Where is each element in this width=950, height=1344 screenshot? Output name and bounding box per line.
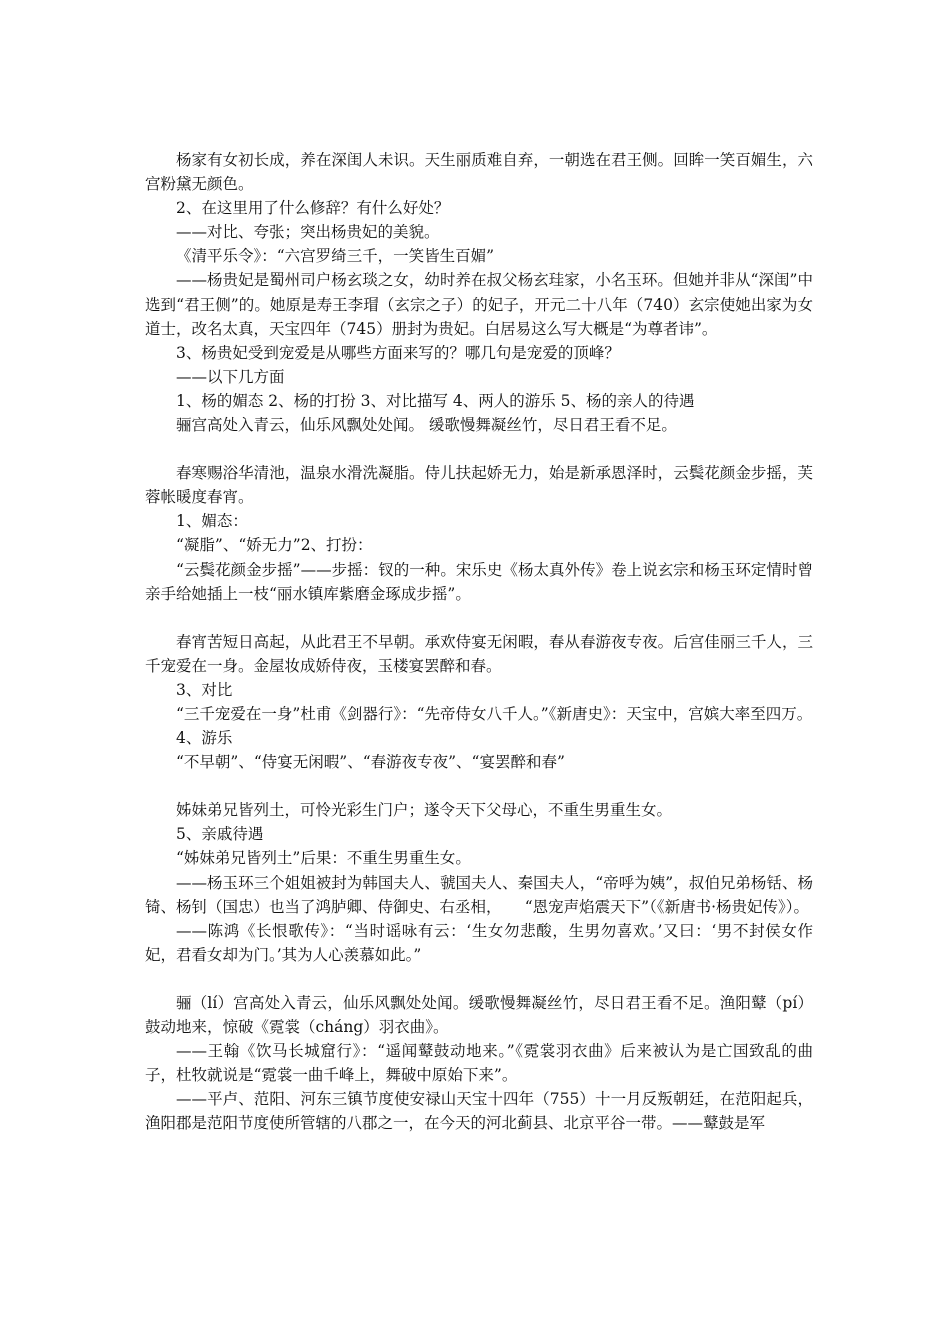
paragraph: “云鬓花颜金步摇”——步摇：钗的一种。宋乐史《杨太真外传》卷上说玄宗和杨玉环定情时曾亲手给她插上一枝“丽水镇库紫磨金琢成步摇”。 — [145, 560, 813, 603]
blank-line — [145, 437, 813, 461]
document-body — [145, 148, 813, 1135]
paragraph: “姊妹弟兄皆列土”后果：不重生男重生女。 — [176, 849, 471, 868]
paragraph: ——对比、夸张；突出杨贵妃的美貌。 — [176, 223, 440, 242]
paragraph: 骊（lí）宫高处入青云，仙乐风飘处处闻。缓歌慢舞凝丝竹，尽日君王看不足。渔阳鼙（pí）鼓动地来，惊破《霓裳（cháng）羽衣曲》。 — [145, 993, 813, 1036]
paragraph: “三千宠爱在一身”杜甫《剑器行》：“先帝侍女八千人。”《新唐史》：天宝中，宫嫔大率至四万。 — [176, 704, 813, 723]
paragraph: 春宵苦短日高起，从此君王不早朝。承欢侍宴无闲暇，春从春游夜专夜。后宫佳丽三千人，三千宠爱在一身。金屋妆成娇侍夜，玉楼宴罢醉和春。 — [145, 632, 813, 675]
paragraph: 1、杨的媚态 2、杨的打扮 3、对比描写 4、两人的游乐 5、杨的亲人的待遇 — [176, 391, 695, 410]
paragraph: 3、杨贵妃受到宠爱是从哪些方面来写的？哪几句是宠爱的顶峰？ — [176, 343, 620, 362]
blank-line — [145, 967, 813, 991]
paragraph: 姊妹弟兄皆列土，可怜光彩生门户；遂令天下父母心，不重生男重生女。 — [176, 801, 673, 820]
paragraph: ——平卢、范阳、河东三镇节度使安禄山天宝十四年（755）十一月反叛朝廷，在范阳起兵，渔阳郡是范阳节度使所管辖的八郡之一，在今天的河北蓟县、北京平谷一带。——鼙鼓是军 — [145, 1090, 813, 1133]
paragraph: 3、对比 — [176, 680, 233, 699]
paragraph: 4、游乐 — [176, 729, 233, 748]
paragraph: 杨家有女初长成，养在深闺人未识。天生丽质难自弃，一朝选在君王侧。回眸一笑百媚生，六宫粉黛无颜色。 — [145, 151, 813, 194]
paragraph: “凝脂”、“娇无力”2、打扮： — [176, 536, 373, 555]
paragraph: ——杨玉环三个姐姐被封为韩国夫人、虢国夫人、秦国夫人，“帝呼为姨”，叔伯兄弟杨铦、杨锜、杨钊（国忠）也当了鸿胪卿、侍御史、右丞相， “恩宠声焰震天下”（《新唐书·杨贵妃传》）。 — [145, 873, 813, 916]
paragraph: ——杨贵妃是蜀州司户杨玄琰之女，幼时养在叔父杨玄珪家，小名玉环。但她并非从“深闺”中选到“君王侧”的。她原是寿王李瑁（玄宗之子）的妃子，开元二十八年（740）玄宗使她出家为女道士，改名太真，天宝四年（745）册封为贵妃。白居易这么写大概是“为尊者讳”。 — [145, 271, 813, 338]
paragraph: 1、媚态： — [176, 512, 248, 531]
paragraph: “不早朝”、“侍宴无闲暇”、“春游夜专夜”、“宴罢醉和春” — [176, 753, 565, 772]
blank-line — [145, 774, 813, 798]
paragraph: ——以下几方面 — [176, 367, 285, 386]
paragraph: 骊宫高处入青云，仙乐风飘处处闻。 缓歌慢舞凝丝竹，尽日君王看不足。 — [176, 416, 677, 435]
paragraph: ——王翰《饮马长城窟行》：“遥闻鼙鼓动地来。”《霓裳羽衣曲》后来被认为是亡国致乱的曲子，杜牧就说是“霓裳一曲千峰上，舞破中原始下来”。 — [145, 1042, 813, 1085]
blank-line — [145, 606, 813, 630]
paragraph: ——陈鸿《长恨歌传》：“当时谣咏有云：‘生女勿悲酸，生男勿喜欢。’又曰：‘男不封侯女作妃，君看女却为门。’其为人心羡慕如此。” — [145, 921, 813, 964]
paragraph: 5、亲戚待遇 — [176, 825, 264, 844]
paragraph: 2、在这里用了什么修辞？有什么好处？ — [176, 199, 450, 218]
paragraph: 《清平乐令》：“六宫罗绮三千，一笑皆生百媚” — [176, 247, 495, 266]
paragraph: 春寒赐浴华清池，温泉水滑洗凝脂。侍儿扶起娇无力，始是新承恩泽时，云鬓花颜金步摇，芙蓉帐暖度春宵。 — [145, 464, 813, 507]
